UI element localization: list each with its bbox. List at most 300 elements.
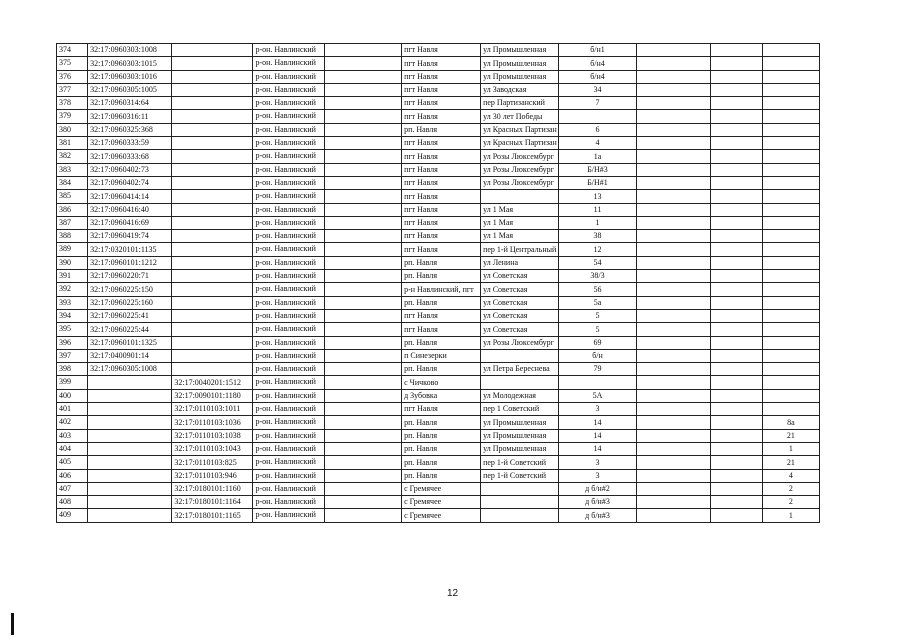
cadastral-number-1: 32:17:0960305:1008 [88,363,172,376]
table-row [57,270,820,283]
district-cell: р-он. Навлинский [253,190,325,203]
table-row [57,57,820,70]
house-number-cell: 69 [559,336,637,349]
extra-cell-2 [710,283,762,296]
empty-cell [325,496,402,509]
table-row [57,203,820,216]
extra-cell-1 [636,190,710,203]
empty-cell [325,482,402,495]
cadastral-number-2 [172,230,253,243]
apartment-cell [762,270,819,283]
district-cell: р-он. Навлинский [253,57,325,70]
street-cell: ул Советская [481,323,559,336]
apartment-cell [762,83,819,96]
cadastral-number-2: 32:17:0180101:1164 [172,496,253,509]
extra-cell-1 [636,509,710,522]
cadastral-number-2 [172,336,253,349]
locality-cell: пгт Навля [402,203,481,216]
row-number: 390 [57,256,88,269]
district-cell: р-он. Навлинский [253,283,325,296]
row-number: 389 [57,243,88,256]
street-cell: ул Розы Люксембург [481,176,559,189]
locality-cell: рп. Навля [402,336,481,349]
district-cell: р-он. Навлинский [253,97,325,110]
empty-cell [325,83,402,96]
cadastral-number-2: 32:17:0110103:1011 [172,403,253,416]
street-cell [481,482,559,495]
apartment-cell [762,150,819,163]
district-cell: р-он. Навлинский [253,496,325,509]
locality-cell: рп. Навля [402,429,481,442]
empty-cell [325,44,402,57]
row-number: 381 [57,137,88,150]
extra-cell-1 [636,376,710,389]
empty-cell [325,429,402,442]
district-cell: р-он. Навлинский [253,389,325,402]
apartment-cell [762,176,819,189]
empty-cell [325,376,402,389]
row-number: 400 [57,389,88,402]
district-cell: р-он. Навлинский [253,176,325,189]
apartment-cell: 21 [762,429,819,442]
locality-cell: с Гремячее [402,482,481,495]
street-cell: ул Советская [481,283,559,296]
house-number-cell: 3 [559,403,637,416]
house-number-cell: 11 [559,203,637,216]
extra-cell-2 [710,309,762,322]
extra-cell-1 [636,203,710,216]
apartment-cell [762,376,819,389]
locality-cell: рп. Навля [402,456,481,469]
street-cell: ул 30 лет Победы [481,110,559,123]
property-table [56,43,820,523]
district-cell: р-он. Навлинский [253,429,325,442]
empty-cell [325,57,402,70]
scan-edge-mark [11,613,14,635]
table-row [57,496,820,509]
locality-cell: с Гремячее [402,496,481,509]
apartment-cell [762,216,819,229]
locality-cell: д Зубовка [402,389,481,402]
apartment-cell [762,403,819,416]
apartment-cell: 8а [762,416,819,429]
extra-cell-2 [710,256,762,269]
extra-cell-2 [710,482,762,495]
district-cell: р-он. Навлинский [253,482,325,495]
extra-cell-2 [710,97,762,110]
apartment-cell [762,323,819,336]
empty-cell [325,296,402,309]
row-number: 409 [57,509,88,522]
house-number-cell: 1 [559,216,637,229]
extra-cell-2 [710,416,762,429]
row-number: 403 [57,429,88,442]
extra-cell-2 [710,389,762,402]
apartment-cell [762,243,819,256]
apartment-cell [762,190,819,203]
cadastral-number-2 [172,176,253,189]
row-number: 387 [57,216,88,229]
street-cell [481,190,559,203]
cadastral-number-1: 32:17:0960225:41 [88,309,172,322]
house-number-cell: 6 [559,123,637,136]
cadastral-number-2 [172,44,253,57]
street-cell [481,376,559,389]
cadastral-number-1: 32:17:0960419:74 [88,230,172,243]
empty-cell [325,416,402,429]
house-number-cell: 56 [559,283,637,296]
locality-cell: пгт Навля [402,309,481,322]
cadastral-number-1 [88,389,172,402]
extra-cell-1 [636,389,710,402]
cadastral-number-2: 32:17:0110103:825 [172,456,253,469]
cadastral-number-1 [88,376,172,389]
row-number: 392 [57,283,88,296]
extra-cell-1 [636,44,710,57]
house-number-cell: 1а [559,150,637,163]
street-cell: ул Молодежная [481,389,559,402]
extra-cell-2 [710,496,762,509]
cadastral-number-1 [88,403,172,416]
empty-cell [325,283,402,296]
extra-cell-2 [710,230,762,243]
house-number-cell: 5а [559,296,637,309]
empty-cell [325,469,402,482]
apartment-cell [762,137,819,150]
street-cell: ул Ленина [481,256,559,269]
row-number: 402 [57,416,88,429]
cadastral-number-2 [172,190,253,203]
table-row [57,349,820,362]
apartment-cell [762,123,819,136]
street-cell: ул Промышленная [481,44,559,57]
extra-cell-1 [636,283,710,296]
empty-cell [325,216,402,229]
locality-cell: рп. Навля [402,123,481,136]
locality-cell: пгт Навля [402,150,481,163]
row-number: 396 [57,336,88,349]
cadastral-number-2 [172,137,253,150]
table-row [57,216,820,229]
cadastral-number-2 [172,203,253,216]
locality-cell: пгт Навля [402,110,481,123]
extra-cell-2 [710,83,762,96]
table-row [57,429,820,442]
row-number: 401 [57,403,88,416]
extra-cell-1 [636,97,710,110]
empty-cell [325,110,402,123]
extra-cell-2 [710,509,762,522]
empty-cell [325,97,402,110]
apartment-cell [762,349,819,362]
table-row [57,403,820,416]
district-cell: р-он. Навлинский [253,336,325,349]
cadastral-number-1: 32:17:0320101:1135 [88,243,172,256]
empty-cell [325,190,402,203]
cadastral-number-2: 32:17:0090101:1180 [172,389,253,402]
street-cell: пер 1-й Советский [481,469,559,482]
house-number-cell: 54 [559,256,637,269]
district-cell: р-он. Навлинский [253,309,325,322]
locality-cell: р-н Навлинский, пгт [402,283,481,296]
locality-cell: пгт Навля [402,176,481,189]
extra-cell-2 [710,176,762,189]
table-row [57,256,820,269]
table-row [57,190,820,203]
row-number: 375 [57,57,88,70]
street-cell [481,509,559,522]
locality-cell: пгт Навля [402,44,481,57]
cadastral-number-2 [172,349,253,362]
cadastral-number-1: 32:17:0960416:40 [88,203,172,216]
cadastral-number-2 [172,83,253,96]
cadastral-number-2 [172,256,253,269]
extra-cell-1 [636,296,710,309]
locality-cell: пгт Навля [402,137,481,150]
table-row [57,163,820,176]
row-number: 386 [57,203,88,216]
locality-cell: рп. Навля [402,363,481,376]
district-cell: р-он. Навлинский [253,256,325,269]
empty-cell [325,389,402,402]
house-number-cell: 14 [559,429,637,442]
district-cell: р-он. Навлинский [253,509,325,522]
extra-cell-2 [710,163,762,176]
street-cell: ул Красных Партизан [481,137,559,150]
street-cell: пер 1 Советский [481,403,559,416]
table-row [57,309,820,322]
locality-cell: пгт Навля [402,57,481,70]
street-cell: ул Розы Люксембург [481,150,559,163]
district-cell: р-он. Навлинский [253,230,325,243]
house-number-cell: 14 [559,442,637,455]
table-row [57,123,820,136]
empty-cell [325,230,402,243]
row-number: 404 [57,442,88,455]
apartment-cell [762,203,819,216]
district-cell: р-он. Навлинский [253,216,325,229]
extra-cell-2 [710,270,762,283]
extra-cell-2 [710,442,762,455]
extra-cell-1 [636,363,710,376]
extra-cell-2 [710,190,762,203]
table-row [57,363,820,376]
cadastral-number-2 [172,216,253,229]
street-cell: ул Промышленная [481,57,559,70]
house-number-cell: 14 [559,416,637,429]
cadastral-number-1: 32:17:0960303:1016 [88,70,172,83]
apartment-cell [762,283,819,296]
table-row [57,83,820,96]
extra-cell-2 [710,456,762,469]
cadastral-number-1: 32:17:0960305:1005 [88,83,172,96]
apartment-cell: 1 [762,509,819,522]
table-row [57,176,820,189]
house-number-cell [559,110,637,123]
table-row [57,44,820,57]
cadastral-number-2: 32:17:0110103:946 [172,469,253,482]
empty-cell [325,137,402,150]
district-cell: р-он. Навлинский [253,123,325,136]
street-cell: ул Розы Люксембург [481,163,559,176]
street-cell: ул 1 Мая [481,230,559,243]
house-number-cell: 4 [559,137,637,150]
cadastral-number-1: 32:17:0960225:44 [88,323,172,336]
empty-cell [325,309,402,322]
page-number: 12 [446,588,459,599]
empty-cell [325,150,402,163]
extra-cell-1 [636,176,710,189]
cadastral-number-1: 32:17:0960333:59 [88,137,172,150]
district-cell: р-он. Навлинский [253,83,325,96]
row-number: 385 [57,190,88,203]
table-row [57,376,820,389]
row-number: 374 [57,44,88,57]
locality-cell: рп. Навля [402,469,481,482]
cadastral-number-1: 32:17:0960333:68 [88,150,172,163]
extra-cell-1 [636,336,710,349]
row-number: 388 [57,230,88,243]
street-cell: ул 1 Мая [481,203,559,216]
street-cell: пер 1-й Советский [481,456,559,469]
extra-cell-2 [710,349,762,362]
cadastral-number-1: 32:17:0960225:150 [88,283,172,296]
empty-cell [325,123,402,136]
extra-cell-2 [710,403,762,416]
cadastral-number-2 [172,296,253,309]
table-row [57,296,820,309]
street-cell: ул Советская [481,270,559,283]
house-number-cell: д б/н#3 [559,509,637,522]
extra-cell-1 [636,482,710,495]
extra-cell-2 [710,150,762,163]
table-row [57,243,820,256]
cadastral-number-2 [172,110,253,123]
empty-cell [325,323,402,336]
district-cell: р-он. Навлинский [253,456,325,469]
apartment-cell: 2 [762,496,819,509]
cadastral-number-1: 32:17:0960303:1015 [88,57,172,70]
apartment-cell [762,309,819,322]
cadastral-number-1: 32:17:0960414:14 [88,190,172,203]
extra-cell-2 [710,243,762,256]
house-number-cell: 79 [559,363,637,376]
extra-cell-1 [636,309,710,322]
cadastral-number-2 [172,123,253,136]
locality-cell: п Синезерки [402,349,481,362]
empty-cell [325,336,402,349]
cadastral-number-1: 32:17:0960225:160 [88,296,172,309]
apartment-cell [762,363,819,376]
apartment-cell [762,230,819,243]
extra-cell-1 [636,469,710,482]
cadastral-number-1 [88,442,172,455]
extra-cell-1 [636,496,710,509]
cadastral-number-1 [88,509,172,522]
table-row [57,283,820,296]
district-cell: р-он. Навлинский [253,203,325,216]
cadastral-number-1: 32:17:0960101:1325 [88,336,172,349]
empty-cell [325,70,402,83]
district-cell: р-он. Навлинский [253,243,325,256]
extra-cell-1 [636,456,710,469]
extra-cell-1 [636,256,710,269]
table-row [57,336,820,349]
extra-cell-1 [636,57,710,70]
row-number: 378 [57,97,88,110]
table-row [57,509,820,522]
district-cell: р-он. Навлинский [253,376,325,389]
apartment-cell [762,336,819,349]
row-number: 395 [57,323,88,336]
street-cell: ул Советская [481,309,559,322]
street-cell: пер 1-й Центральный [481,243,559,256]
empty-cell [325,243,402,256]
house-number-cell: б/н [559,349,637,362]
locality-cell: пгт Навля [402,70,481,83]
locality-cell: пгт Навля [402,83,481,96]
empty-cell [325,203,402,216]
cadastral-number-2 [172,163,253,176]
cadastral-number-1 [88,416,172,429]
house-number-cell: д б/н#3 [559,496,637,509]
empty-cell [325,349,402,362]
apartment-cell [762,70,819,83]
cadastral-number-1 [88,456,172,469]
table-row [57,416,820,429]
house-number-cell: б/н4 [559,57,637,70]
extra-cell-2 [710,363,762,376]
house-number-cell: 13 [559,190,637,203]
locality-cell: пгт Навля [402,323,481,336]
house-number-cell [559,376,637,389]
locality-cell: рп. Навля [402,296,481,309]
extra-cell-2 [710,203,762,216]
district-cell: р-он. Навлинский [253,44,325,57]
street-cell: ул Советская [481,296,559,309]
extra-cell-2 [710,57,762,70]
house-number-cell: б/н4 [559,70,637,83]
table-row [57,150,820,163]
apartment-cell [762,44,819,57]
row-number: 399 [57,376,88,389]
cadastral-number-1 [88,496,172,509]
cadastral-number-1: 32:17:0960402:73 [88,163,172,176]
cadastral-number-1: 32:17:0960325:368 [88,123,172,136]
cadastral-number-2: 32:17:0110103:1043 [172,442,253,455]
extra-cell-2 [710,44,762,57]
table-row [57,230,820,243]
house-number-cell: д б/н#2 [559,482,637,495]
cadastral-number-2 [172,323,253,336]
district-cell: р-он. Навлинский [253,416,325,429]
apartment-cell: 2 [762,482,819,495]
cadastral-number-2: 32:17:0110103:1036 [172,416,253,429]
empty-cell [325,176,402,189]
street-cell [481,349,559,362]
cadastral-number-1: 32:17:0960402:74 [88,176,172,189]
table-row [57,456,820,469]
street-cell [481,496,559,509]
extra-cell-1 [636,137,710,150]
extra-cell-1 [636,429,710,442]
apartment-cell [762,97,819,110]
locality-cell: с Гремячее [402,509,481,522]
empty-cell [325,442,402,455]
table-body [57,44,820,523]
row-number: 407 [57,482,88,495]
cadastral-number-1 [88,482,172,495]
